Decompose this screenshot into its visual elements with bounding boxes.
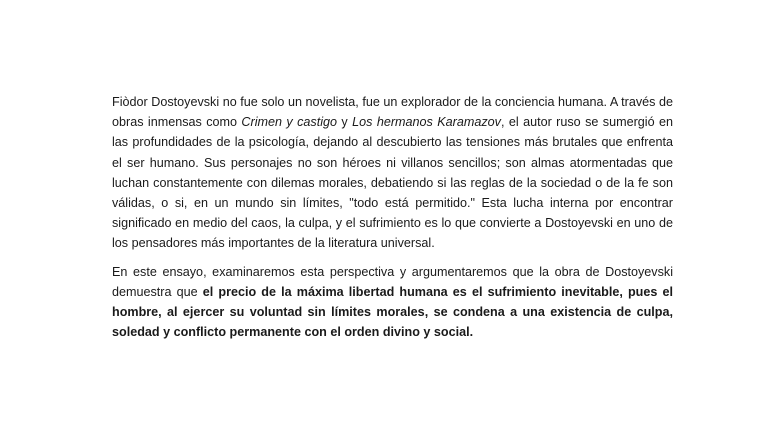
book-title-hermanos-karamazov: Los hermanos Karamazov <box>352 115 501 130</box>
intro-paragraph <box>112 92 673 254</box>
essay-body <box>112 92 673 342</box>
paragraph-1-part-2: y <box>337 115 353 130</box>
thesis-statement: el precio de la máxima libertad humana es el sufrimiento inevitable, pues el hombre, al ejercer su voluntad sin límites morales, se condena a una existencia de culpa, soledad y conflicto permanente con el orden divino y social. <box>112 284 673 340</box>
thesis-paragraph <box>112 262 673 343</box>
paragraph-1-part-1: Fiòdor Dostoyevski no fue solo un novelista, fue un explorador de la conciencia humana. A través de obras inmensas como <box>112 95 673 130</box>
book-title-crimen-y-castigo: Crimen y castigo <box>241 115 338 130</box>
paragraph-1-part-3: , el autor ruso se sumergió en las profundidades de la psicología, dejando al descubierto las tensiones más brutales que enfrenta el ser humano. Sus personajes no son héroes ni villanos sencillos; son almas atormentadas que luchan constantemente con dilemas morales, debatiendo si las reglas de la sociedad o de la fe son válidas, o si, en un mundo sin límites, "todo está permitido." Esta lucha interna por encontrar significado en medio del caos, la culpa, y el sufrimiento es lo que convierte a Dostoyevski en uno de los pensadores más importantes de la literatura universal. <box>112 115 673 251</box>
paragraph-2-intro: En este ensayo, examinaremos esta perspectiva y argumentaremos que la obra de Dostoyevski demuestra que <box>112 264 673 299</box>
